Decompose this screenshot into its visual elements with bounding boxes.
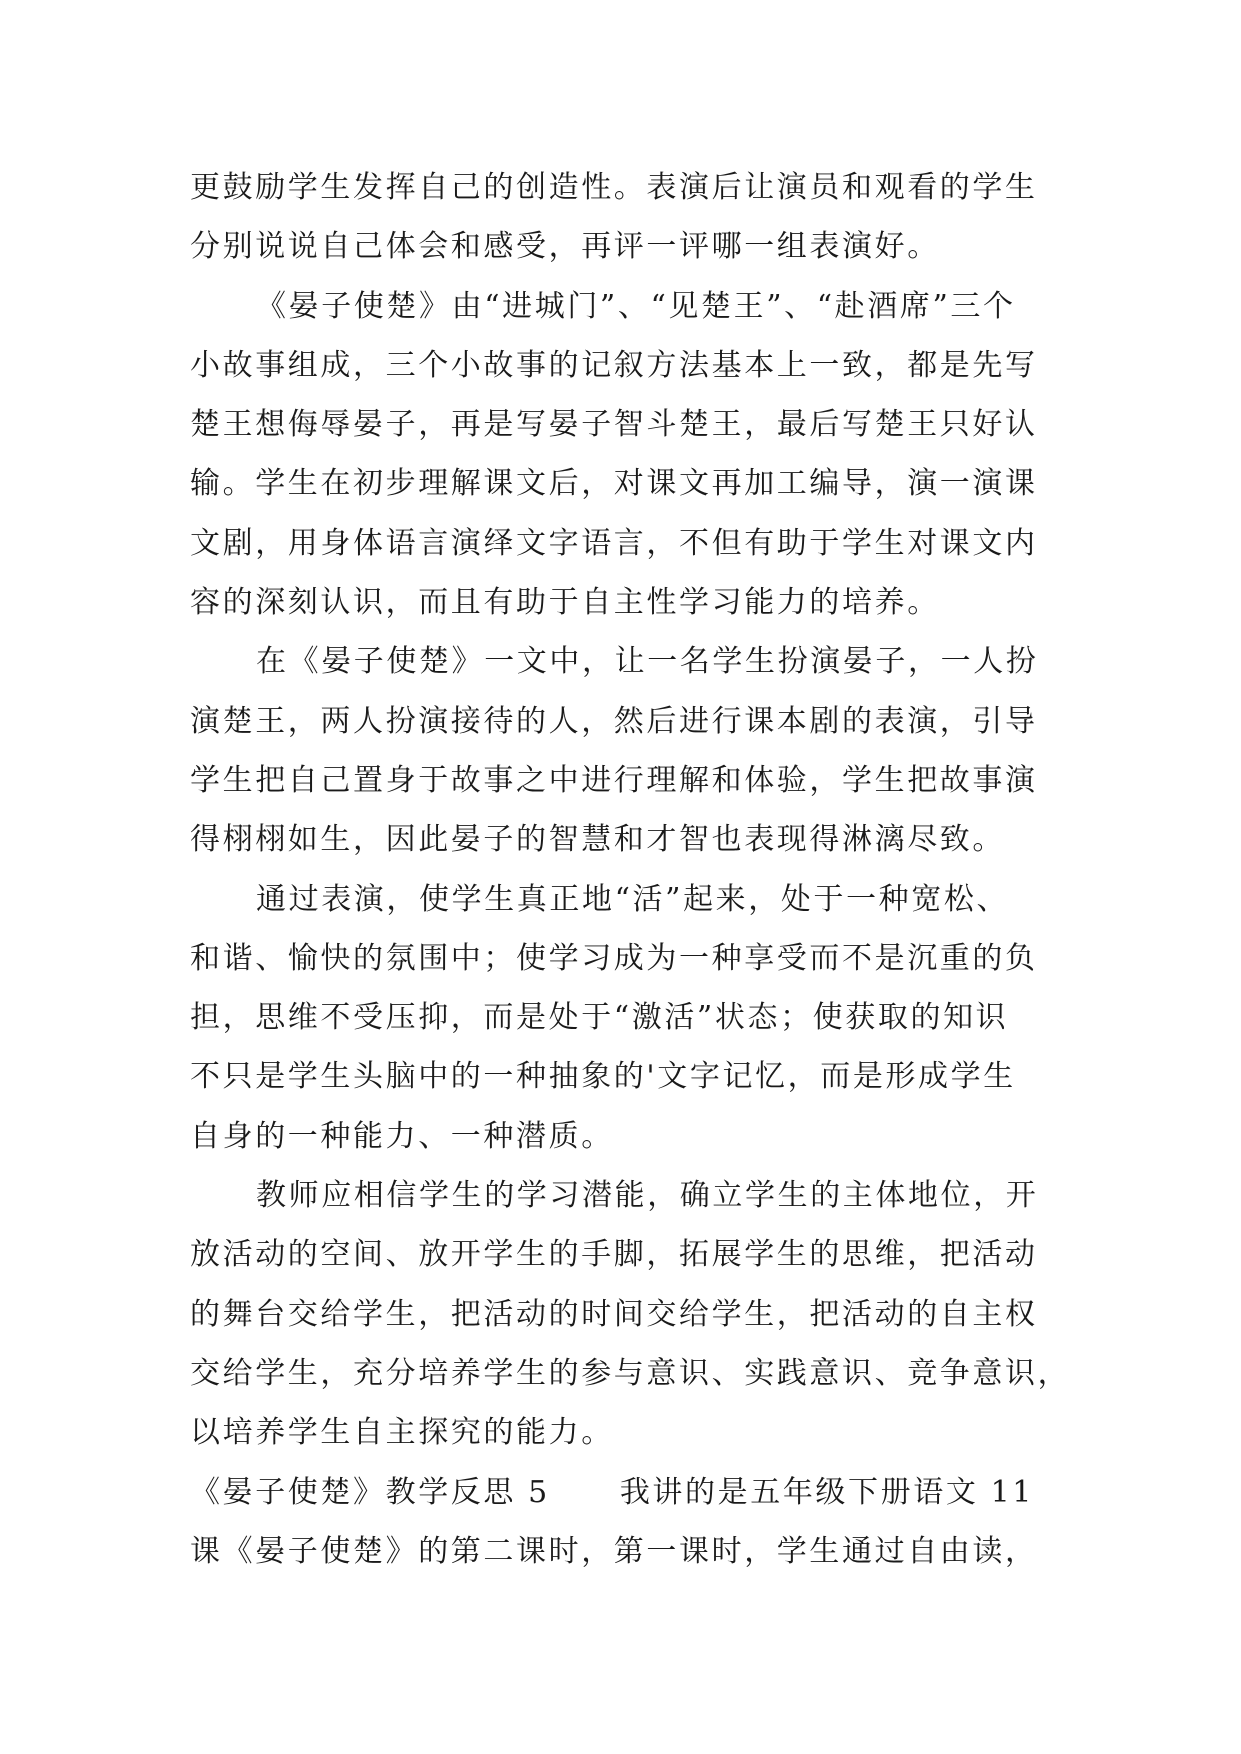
paragraph-line: 以培养学生自主探究的能力。 (190, 1415, 614, 1451)
paragraph-line: 输。学生在初步理解课文后，对课文再加工编导，演一演课 (190, 466, 1038, 502)
paragraph-line: 分别说说自己体会和感受，再评一评哪一组表演好。 (190, 229, 940, 265)
paragraph-line: 课《晏子使楚》的第二课时，第一课时，学生通过自由读， (190, 1533, 1038, 1569)
paragraph-line: 《晏子使楚》由“进城门”、“见楚王”、“赴酒席”三个 (256, 288, 1016, 324)
paragraph-line: 小故事组成，三个小故事的记叙方法基本上一致，都是先写 (190, 347, 1038, 383)
paragraph-line: 的舞台交给学生，把活动的时间交给学生，把活动的自主权 (190, 1296, 1038, 1332)
paragraph-line: 学生把自己置身于故事之中进行理解和体验，学生把故事演 (190, 762, 1038, 798)
paragraph-line: 楚王想侮辱晏子，再是写晏子智斗楚王，最后写楚王只好认 (190, 407, 1038, 443)
paragraph-line: 自身的一种能力、一种潜质。 (190, 1118, 614, 1154)
paragraph-line: 不只是学生头脑中的一种抽象的'文字记忆，而是形成学生 (190, 1059, 1016, 1095)
paragraph-line: 文剧，用身体语言演绎文字语言，不但有助于学生对课文内 (190, 525, 1038, 561)
paragraph-line: 演楚王，两人扮演接待的人，然后进行课本剧的表演，引导 (190, 703, 1038, 739)
paragraph-line: 交给学生，充分培养学生的参与意识、实践意识、竞争意识， (190, 1355, 1071, 1391)
document-body (190, 158, 1070, 1581)
paragraph-line: 教师应相信学生的学习潜能，确立学生的主体地位，开 (256, 1178, 1039, 1214)
paragraph-line: 担，思维不受压抑，而是处于“激活”状态；使获取的知识 (190, 1000, 1009, 1036)
paragraph-line: 和谐、愉快的氛围中；使学习成为一种享受而不是沉重的负 (190, 940, 1038, 976)
section-heading-continuation: 我讲的是五年级下册语文 11 (619, 1474, 1034, 1510)
paragraph-line: 在《晏子使楚》一文中，让一名学生扮演晏子，一人扮 (256, 644, 1039, 680)
paragraph-line: 容的深刻认识，而且有助于自主性学习能力的培养。 (190, 585, 940, 621)
section-heading-line (190, 1463, 1070, 1522)
section-heading: 《晏子使楚》教学反思 5 (190, 1474, 550, 1510)
paragraph-line: 放活动的空间、放开学生的手脚，拓展学生的思维，把活动 (190, 1237, 1038, 1273)
paragraph-line: 得栩栩如生，因此晏子的智慧和才智也表现得淋漓尽致。 (190, 822, 1005, 858)
paragraph-line: 更鼓励学生发挥自己的创造性。表演后让演员和观看的学生 (190, 170, 1038, 205)
paragraph-line: 通过表演，使学生真正地“活”起来，处于一种宽松、 (256, 881, 1010, 917)
